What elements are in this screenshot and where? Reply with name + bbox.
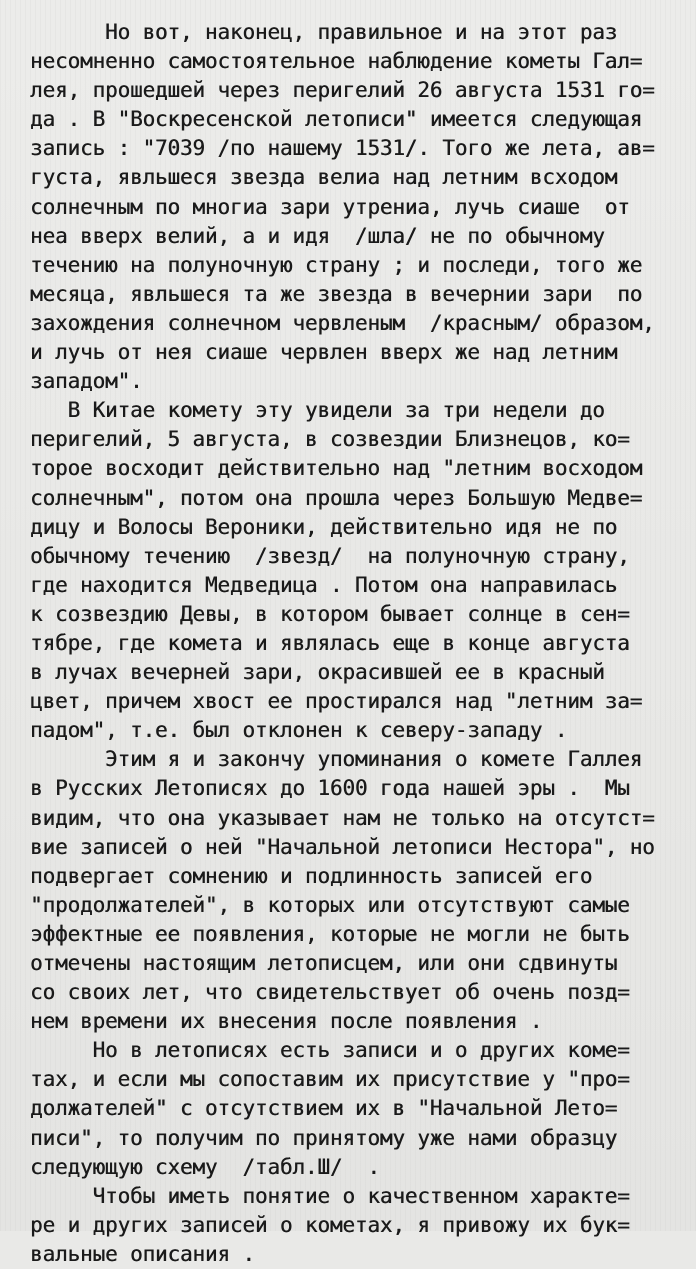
text-line: ре и других записей о кометах, я привожу их бук= — [30, 1212, 630, 1237]
text-line: захождения солнечном червленым /красным/ образом, — [30, 310, 655, 335]
text-line: эффектные ее появления, которые не могли не быть — [30, 921, 630, 946]
text-line: Но вот, наконец, правильное и на этот раз — [30, 20, 618, 44]
text-line: и лучь от нея сиаше червлен вверх же над летним — [30, 340, 618, 365]
text-line: видим, что она указывает нам не только на отсутст= — [30, 805, 655, 830]
text-line: западом". — [30, 369, 143, 394]
text-line: торое восходит действительно над "летним восходом — [30, 456, 643, 481]
text-line: подвергает сомнению и подлинность записей его — [30, 863, 593, 888]
text-line: к созвездию Девы, в котором бывает солнце в сен= — [30, 601, 630, 626]
text-line: отмечены настоящим летописцем, или они сдвинуты — [30, 951, 618, 975]
text-line: в Русских Летописях до 1600 года нашей эры . Мы — [30, 776, 630, 801]
text-line: следующую схему /табл.Ш/ . — [30, 1154, 380, 1179]
text-line: вие записей о ней "Начальной летописи Нестора", но — [30, 834, 655, 859]
text-line: солнечным по многиа зари утрениа, лучь сиаше от — [30, 194, 630, 219]
text-line: "продолжателей", в которых или отсутствуют самые — [30, 892, 630, 917]
text-line: должателей" с отсутствием их в "Начальной Лето= — [30, 1096, 618, 1121]
text-line: да . В "Воскресенской летописи" имеется следующая — [30, 107, 643, 132]
text-line: где находится Медведица . Потом она направилась — [30, 572, 618, 597]
text-line: писи", то получим по принятому уже нами образцу — [30, 1125, 618, 1150]
text-line: со своих лет, что свидетельствует об очень позд= — [30, 980, 630, 1005]
text-line: солнечным", потом она прошла через Большую Медве= — [30, 485, 643, 510]
text-line: вальные описания . — [30, 1241, 255, 1266]
text-line: месяца, явльшеся та же звезда в вечернии зари по — [30, 281, 643, 306]
text-line: Этим я и закончу упоминания о комете Галлея — [30, 747, 643, 772]
text-line: обычному течению /звезд/ на полуночную страну, — [30, 543, 630, 568]
text-line: падом", т.е. был отклонен к северу-западу . — [30, 718, 568, 743]
text-line: лея, прошедшей через перигелий 26 августа 1531 го= — [30, 78, 655, 103]
text-line: тябре, где комета и являлась еще в конце августа — [30, 630, 630, 655]
text-line: густа, явльшеся звезда велиа над летним всходом — [30, 165, 618, 190]
text-line: цвет, причем хвост ее простирался над "летним за= — [30, 689, 643, 714]
text-line: несомненно самостоятельное наблюдение кометы Гал= — [30, 49, 643, 74]
text-line: нем времени их внесения после появления . — [30, 1009, 543, 1034]
text-line: В Китае комету эту увидели за три недели до — [30, 398, 605, 423]
text-line: неа вверх велий, а и идя /шла/ не по обычному — [30, 223, 605, 248]
text-line: дицу и Волосы Вероники, действительно идя не по — [30, 514, 618, 539]
text-line: тах, и если мы сопоставим их присутствие у "про= — [30, 1067, 630, 1092]
text-line: перигелий, 5 августа, в созвездии Близнецов, ко= — [30, 427, 630, 452]
text-line: запись : "7039 /по нашему 1531/. Того же лета, ав= — [30, 136, 655, 161]
text-line: Но в летописях есть записи и о других коме= — [30, 1038, 630, 1063]
text-line: Чтобы иметь понятие о качественном характе= — [30, 1183, 630, 1208]
text-line: течению на полуночную страну ; и последи, того же — [30, 252, 643, 277]
text-line: в лучах вечерней зари, окрасившей ее в красный — [30, 660, 605, 685]
